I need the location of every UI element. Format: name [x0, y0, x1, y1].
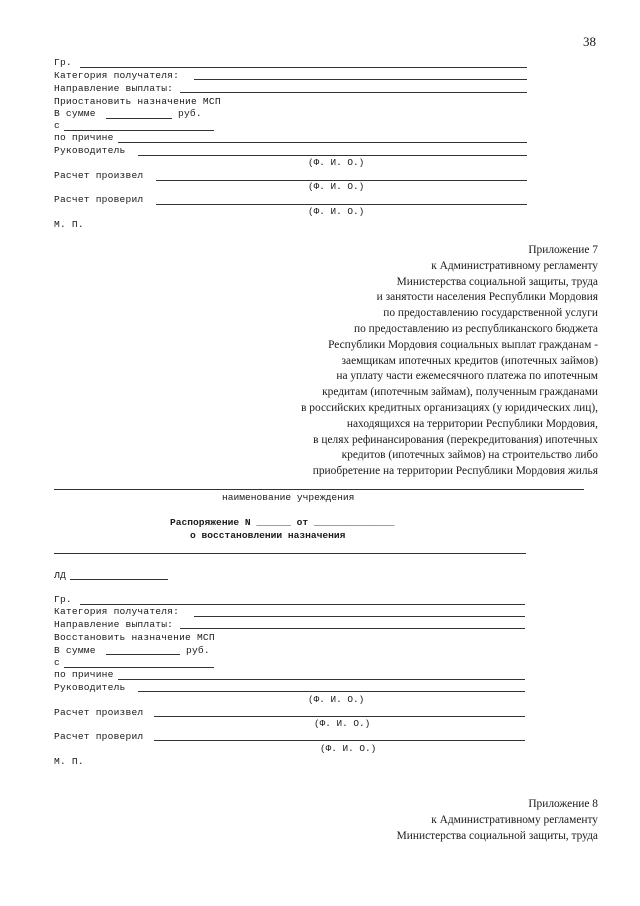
category-label: Категория получателя:: [54, 70, 180, 81]
calc-made-label: Расчет произвел: [54, 170, 144, 181]
order-title: Распоряжение N ______ от ______________: [170, 517, 395, 528]
appendix-7-line: и занятости населения Республики Мордовия: [376, 291, 598, 304]
direction-line: [180, 628, 525, 629]
ld-line: [70, 579, 168, 580]
direction-label: Направление выплаты:: [54, 83, 174, 94]
action-label: Восстановить назначение МСП: [54, 632, 215, 643]
sum-line: [106, 654, 180, 655]
appendix-8-line: к Административному регламенту: [431, 813, 598, 826]
institution-line: [54, 489, 584, 490]
calc-made-label: Расчет произвел: [54, 707, 144, 718]
appendix-7-line: находящихся на территории Республики Мордовия,: [346, 417, 598, 430]
direction-label: Направление выплаты:: [54, 619, 174, 630]
calc-made-line: [154, 716, 525, 717]
appendix-7-line: заемщикам ипотечных кредитов (ипотечных займов): [341, 354, 598, 367]
order-separator: [54, 553, 526, 554]
calc-checked-label: Расчет проверил: [54, 731, 144, 742]
action-label: Приостановить назначение МСП: [54, 96, 221, 107]
appendix-8-line: Министерства социальной защиты, труда: [396, 829, 598, 842]
from-label: с: [54, 657, 60, 668]
head-fio-hint: (Ф. И. О.): [308, 157, 365, 168]
reason-line: [118, 679, 525, 680]
appendix-7-line: Министерства социальной защиты, труда: [396, 275, 598, 288]
gr-line: [80, 604, 525, 605]
appendix-7-line: на уплату части ежемесячного платежа по ипотечным: [336, 370, 598, 383]
sum-currency: руб.: [178, 108, 202, 119]
appendix-7-line: Приложение 7: [528, 244, 598, 256]
gr-line: [80, 67, 527, 68]
reason-label: по причине: [54, 132, 114, 143]
reason-label: по причине: [54, 669, 114, 680]
sum-currency: руб.: [186, 645, 210, 656]
appendix-7-line: в российских кредитных организациях (у юридических лиц),: [301, 401, 598, 414]
sum-line: [106, 118, 172, 119]
order-subtitle: о восстановлении назначения: [190, 530, 346, 541]
calc-checked-fio-hint: (Ф. И. О.): [320, 743, 377, 754]
appendix-7-line: кредитам (ипотечным займам), полученным гражданами: [322, 386, 598, 399]
gr-label: Гр.: [54, 594, 72, 605]
sum-label: В сумме: [54, 645, 96, 656]
calc-made-fio-hint: (Ф. И. О.): [308, 181, 365, 192]
sum-label: В сумме: [54, 108, 96, 119]
institution-hint: наименование учреждения: [222, 492, 355, 503]
head-label: Руководитель: [54, 682, 126, 693]
appendix-7-line: кредитов (ипотечных займов) на строительство либо: [341, 449, 598, 462]
head-line: [138, 691, 525, 692]
appendix-8-header: [397, 797, 598, 844]
from-label: с: [54, 120, 60, 131]
appendix-7-line: к Административному регламенту: [431, 259, 598, 272]
category-line: [194, 616, 525, 617]
appendix-7-line: приобретение на территории Республики Мордовия жилья: [312, 465, 598, 478]
stamp-label: М. П.: [54, 756, 84, 767]
head-label: Руководитель: [54, 145, 126, 156]
calc-checked-line: [154, 740, 525, 741]
appendix-7-line: по предоставлению из республиканского бюджета: [354, 322, 598, 335]
head-fio-hint: (Ф. И. О.): [308, 694, 365, 705]
appendix-7-line: по предоставлению государственной услуги: [383, 307, 598, 320]
reason-line: [118, 142, 527, 143]
from-line: [64, 667, 214, 668]
category-label: Категория получателя:: [54, 606, 180, 617]
ld-label: ЛД: [54, 570, 66, 581]
calc-made-fio-hint: (Ф. И. О.): [314, 718, 371, 729]
calc-checked-line: [156, 204, 527, 205]
stamp-label: М. П.: [54, 219, 84, 230]
direction-line: [180, 92, 527, 93]
appendix-7-header: [301, 243, 598, 480]
calc-checked-fio-hint: (Ф. И. О.): [308, 206, 365, 217]
category-line: [194, 79, 527, 80]
page-number: 38: [583, 34, 596, 49]
appendix-7-line: в целях рефинансирования (перекредитования) ипотечных: [313, 433, 598, 446]
from-line: [64, 130, 214, 131]
appendix-8-line: Приложение 8: [528, 798, 598, 810]
calc-checked-label: Расчет проверил: [54, 194, 144, 205]
appendix-7-line: Республики Мордовия социальных выплат гражданам -: [328, 338, 598, 351]
head-line: [138, 155, 527, 156]
gr-label: Гр.: [54, 57, 72, 68]
